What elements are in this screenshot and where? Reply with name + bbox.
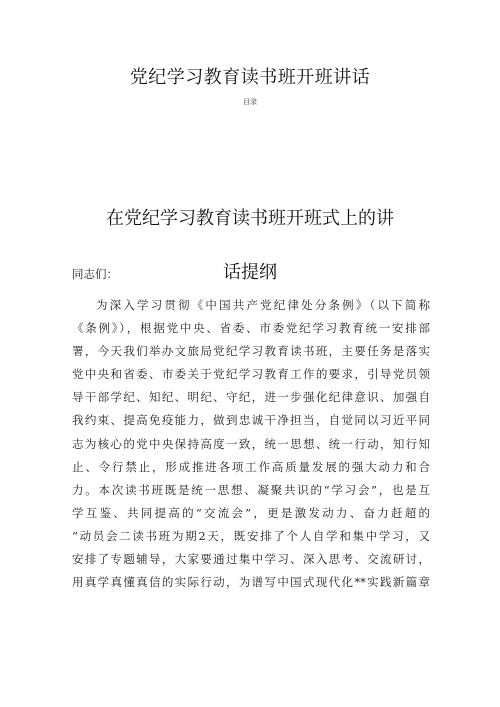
body-line: 为深入学习贯彻《中国共产党纪律处分条例》（以下简称 bbox=[96, 298, 430, 312]
speech-title-line-1: 在党纪学习教育读书班开班式上的讲 bbox=[106, 208, 394, 229]
speech-title-line-2: 话提纲 bbox=[223, 262, 277, 283]
body-line: 党中央和省委、市委关于党纪学习教育工作的要求，引导党员领 bbox=[72, 367, 430, 382]
body-line: 学互鉴、共同提高的“交流会”，更是激发动力、奋力赶超的 bbox=[72, 505, 430, 520]
document-title: 党纪学习教育读书班开班讲话 bbox=[129, 67, 371, 88]
body-line: “动员会二读书班为期2天，既安排了个人自学和集中学习，又 bbox=[72, 528, 430, 543]
table-of-contents-label: 目录 bbox=[243, 98, 257, 106]
body-line: 《条例》），根据党中央、省委、市委党纪学习教育统一安排部 bbox=[72, 321, 430, 336]
body-line: 止、令行禁止，形成推进各项工作高质量发展的强大动力和合 bbox=[72, 459, 430, 474]
body-line: 安排了专题辅导，大家要通过集中学习、深入思考、交流研讨， bbox=[72, 552, 430, 567]
body-line: 我约束、提高免疫能力，做到忠诚干净担当，自觉同以习近平同 bbox=[72, 413, 430, 428]
speech-title bbox=[40, 192, 460, 300]
body-line: 署，今天我们举办文旅局党纪学习教育读书班，主要任务是落实 bbox=[72, 344, 430, 359]
body-line: 力。本次读书班既是统一思想、凝聚共识的“学习会”，也是互 bbox=[72, 482, 430, 497]
body-line: 用真学真懂真信的实际行动，为谱写中国式现代化**实践新篇章 bbox=[72, 575, 430, 590]
salutation: 同志们： bbox=[72, 267, 118, 281]
body-line: 志为核心的党中央保持高度一致，统一思想、统一行动，知行知 bbox=[72, 436, 430, 451]
body-paragraph bbox=[72, 294, 430, 594]
body-line: 导干部学纪、知纪、明纪、守纪，进一步强化纪律意识、加强自 bbox=[72, 390, 430, 405]
